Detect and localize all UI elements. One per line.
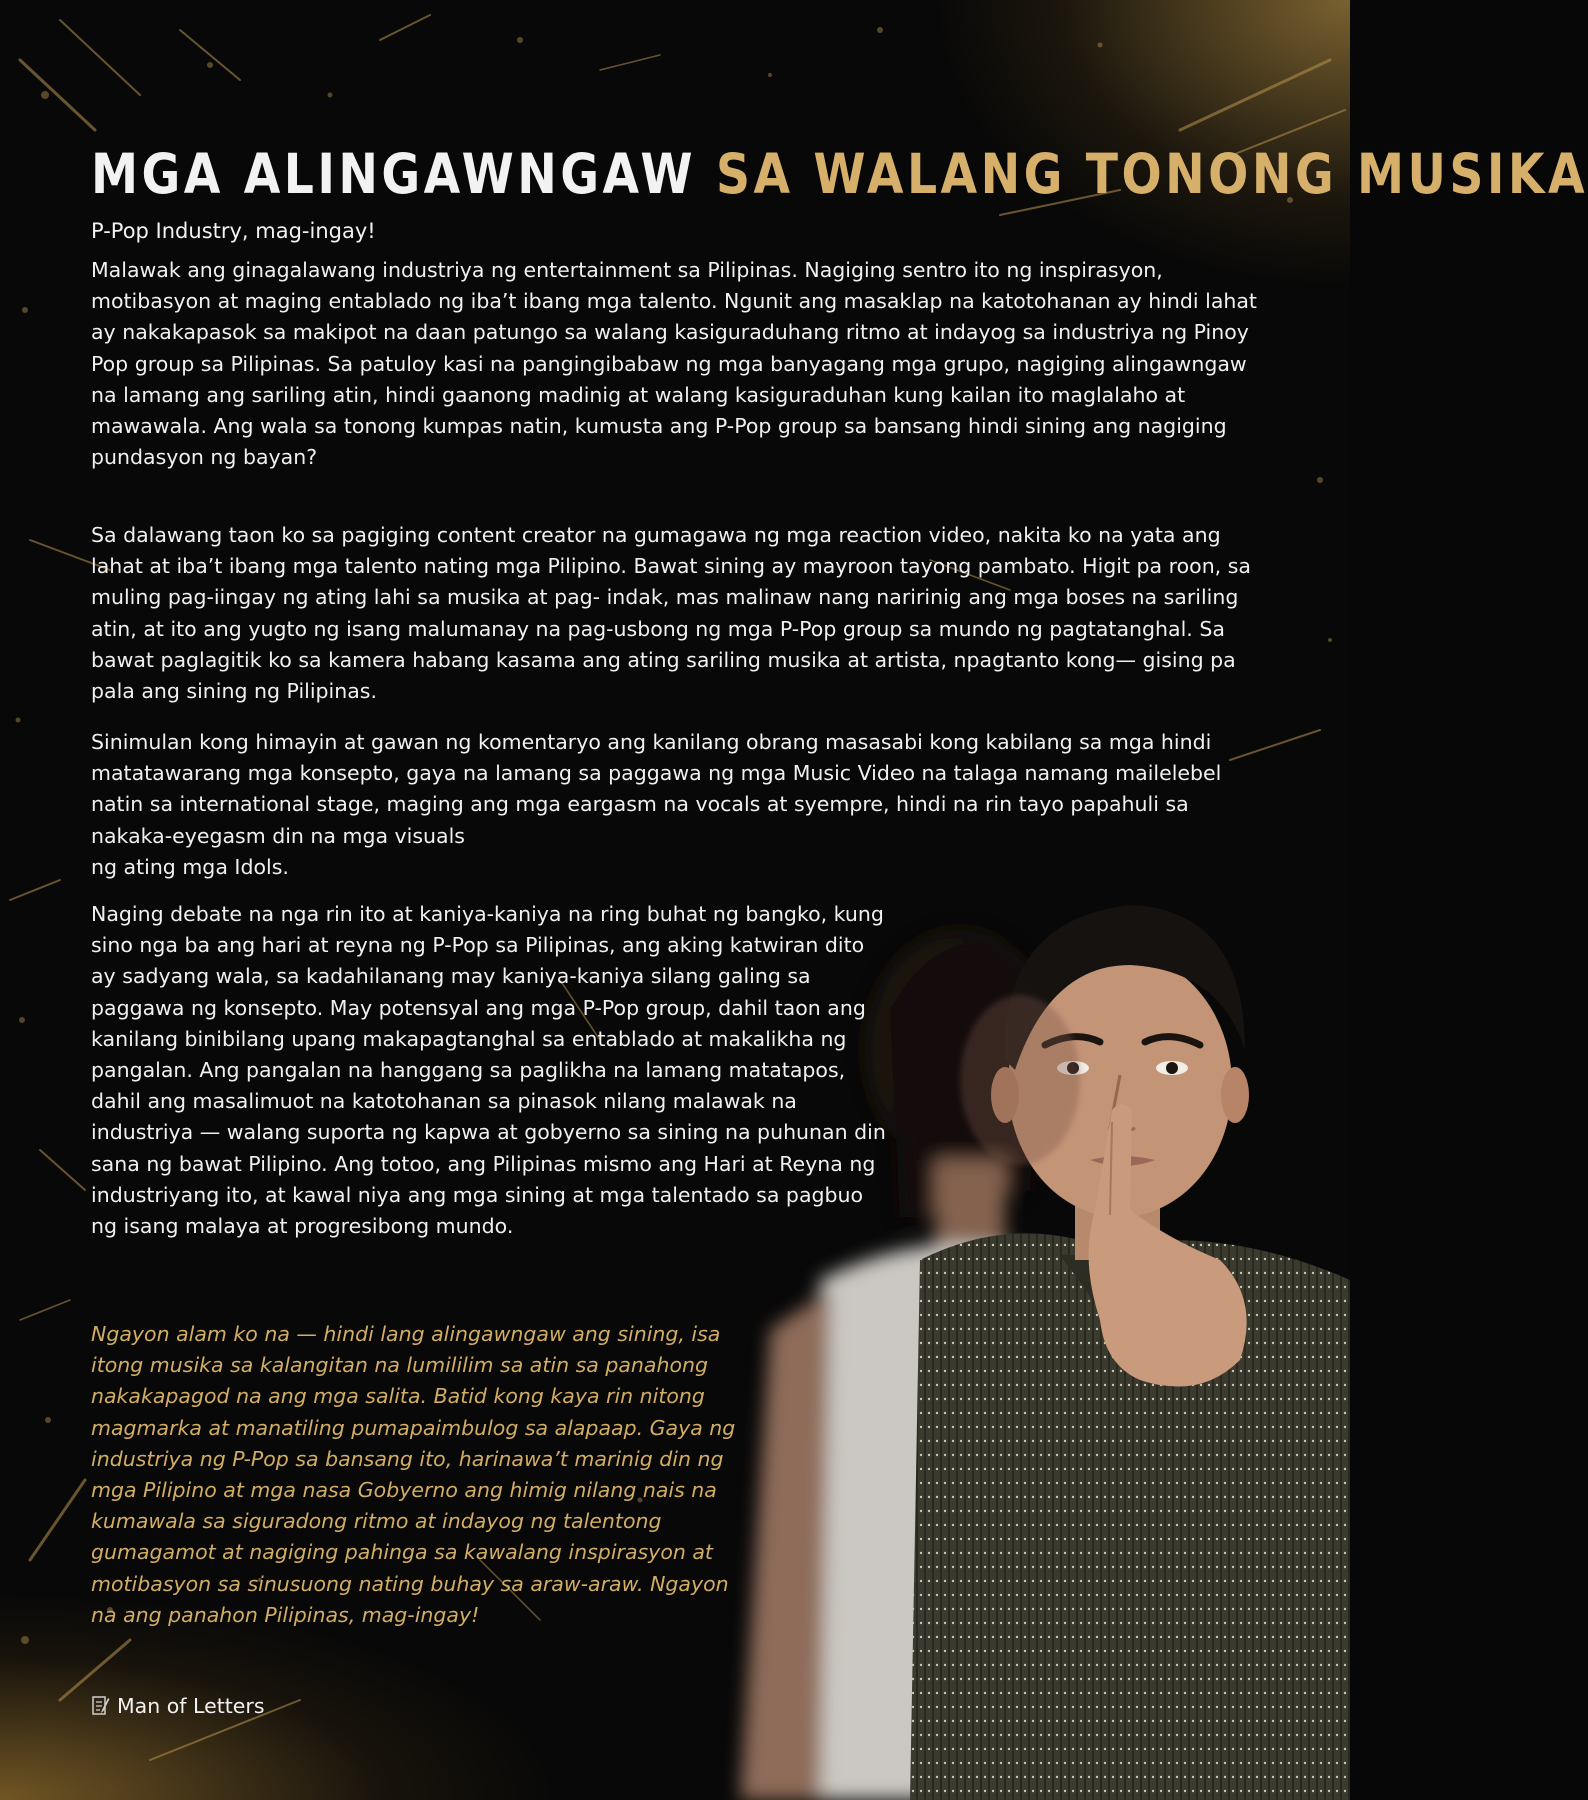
byline [91, 1692, 265, 1720]
article-subtitle: P-Pop Industry, mag-ingay! [91, 219, 376, 243]
paragraph-3-text: Sinimulan kong himayin at gawan ng komentaryo ang kanilang obrang masasabi kong kabilang sa mga hindi matatawarang mga konsepto, gaya na lamang sa paggawa ng mga Music Video na talaga namang mailelebel natin sa international stage, maging ang mga eargasm na vocals at syempre, hindi na rin tayo papahuli sa nakaka-eyegasm din na mga visuals [91, 730, 1222, 848]
paragraph-1: Malawak ang ginagalawang industriya ng entertainment sa Pilipinas. Nagiging sentro ito ng inspirasyon, motibasyon at maging entablado ng iba’t ibang mga talento. Ngunit ang masaklap na katotohanan ay hindi lahat ay nakakapasok sa makipot na daan patungo sa walang kasiguraduhang ritmo at indayog sa industriya ng Pinoy Pop group sa Pilipinas. Sa patuloy kasi na pangingibabaw ng mga banyagang mga grupo, nagiging alingawngaw na lamang ang sariling atin, hindi gaanong madinig at walang kasiguraduhan kung kailan ito maglalaho at mawawala. Ang wala sa tonong kumpas natin, kumusta ang P-Pop group sa bansang hindi sining ang nagiging pundasyon ng bayan? [91, 258, 1257, 470]
article-title [91, 142, 1588, 206]
title-gold-part: SA WALANG TONONG MUSIKA [715, 142, 1588, 206]
byline-author: Man of Letters [117, 1694, 265, 1718]
pen-paper-icon [91, 1694, 111, 1718]
paragraph-3-last-line: ng ating mga Idols. [91, 854, 289, 879]
closing-paragraph: Ngayon alam ko na — hindi lang alingawngaw ang sining, isa itong musika sa kalangitan na lumililim sa atin sa panahong nakakapagod na ang mga salita. Batid kong kaya rin nitong magmarka at manatiling pumapaimbulog sa alapaap. Gaya ng industriya ng P-Pop sa bansang ito, harinawa’t marinig din ng mga Pilipino at mga nasa Gobyerno ang himig nilang nais na kumawala sa siguradong ritmo at indayog ng talentong gumagamot at nagiging pahinga sa kawalang inspirasyon at motibasyon sa sinusuong nating buhay sa araw-araw. Ngayon na ang panahon Pilipinas, mag-ingay! [91, 1322, 736, 1627]
title-white-part: MGA ALINGAWNGAW [91, 142, 697, 206]
paragraph-4: Naging debate na nga rin ito at kaniya-kaniya na ring buhat ng bangko, kung sino nga ba ang hari at reyna ng P-Pop sa Pilipinas, ang aking katwiran dito ay sadyang wala, sa kadahilanang may kaniya-kaniya silang galing sa paggawa ng konsepto. May potensyal ang mga P-Pop group, dahil taon ang kanilang binibilang upang makapagtanghal sa entablado at makalikha ng pangalan. Ang pangalan na hanggang sa paglikha na lamang matatapos, dahil ang masalimuot na katotohanan sa pinasok nilang malawak na industriya — walang suporta ng kapwa at gobyerno sa sining na puhunan din sana ng bawat Pilipino. Ang totoo, ang Pilipinas mismo ang Hari at Reyna ng industriyang ito, at kawal niya ang mga sining at mga talentado sa pagbuo ng isang malaya at progresibong mundo. [91, 902, 886, 1239]
paragraph-3 [91, 727, 1271, 883]
paragraph-2: Sa dalawang taon ko sa pagiging content creator na gumagawa ng mga reaction video, nakita ko na yata ang lahat at iba’t ibang mga talento nating mga Pilipino. Bawat sining ay mayroon tayong pambato. Higit pa roon, sa muling pag-iingay ng ating lahi sa musika at pag- indak, mas malinaw nang naririnig ang mga boses na sariling atin, at ito ang yugto ng isang malumanay na pag-usbong ng mga P-Pop group sa mundo ng pagtatanghal. Sa bawat paglagitik ko sa kamera habang kasama ang ating sariling musika at artista, npagtanto kong— gising pa pala ang sining ng Pilipinas. [91, 523, 1251, 704]
